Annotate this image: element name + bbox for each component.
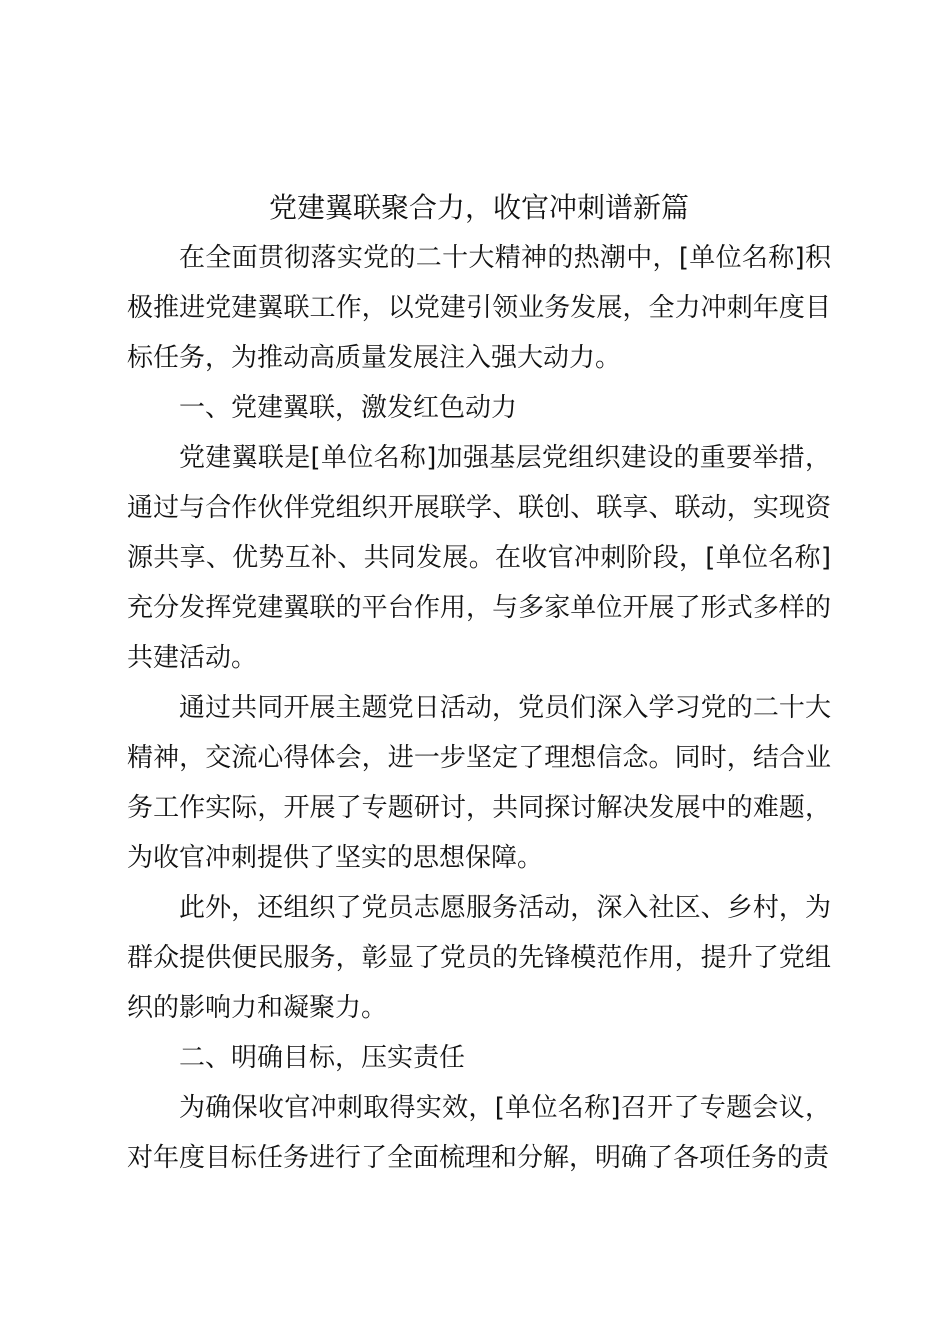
paragraph-intro: 在全面贯彻落实党的二十大精神的热潮中，[单位名称]积极推进党建翼联工作，以党建引领业务发展，全力冲刺年度目标任务，为推动高质量发展注入强大动力。 <box>127 243 831 373</box>
paragraph-section1-c: 此外，还组织了党员志愿服务活动，深入社区、乡村，为群众提供便民服务，彰显了党员的先锋模范作用，提升了党组织的影响力和凝聚力。 <box>127 893 831 1023</box>
section-heading-1: 一、党建翼联，激发红色动力 <box>179 393 518 423</box>
paragraph-section1-a: 党建翼联是[单位名称]加强基层党组织建设的重要举措，通过与合作伙伴党组织开展联学、联创、联享、联动，实现资源共享、优势互补、共同发展。在收官冲刺阶段，[单位名称]充分发挥党建翼联的平台作用，与多家单位开展了形式多样的共建活动。 <box>127 443 831 673</box>
document-title: 党建翼联聚合力，收官冲刺谱新篇 <box>268 191 689 224</box>
section-heading-2: 二、明确目标，压实责任 <box>179 1043 466 1073</box>
document-body <box>127 183 831 1183</box>
paragraph-section1-b: 通过共同开展主题党日活动，党员们深入学习党的二十大精神，交流心得体会，进一步坚定了理想信念。同时，结合业务工作实际，开展了专题研讨，共同探讨解决发展中的难题，为收官冲刺提供了坚实的思想保障。 <box>127 693 831 873</box>
paragraph-section2-a: 为确保收官冲刺取得实效，[单位名称]召开了专题会议，对年度目标任务进行了全面梳理和分解，明确了各项任务的责 <box>127 1093 831 1173</box>
